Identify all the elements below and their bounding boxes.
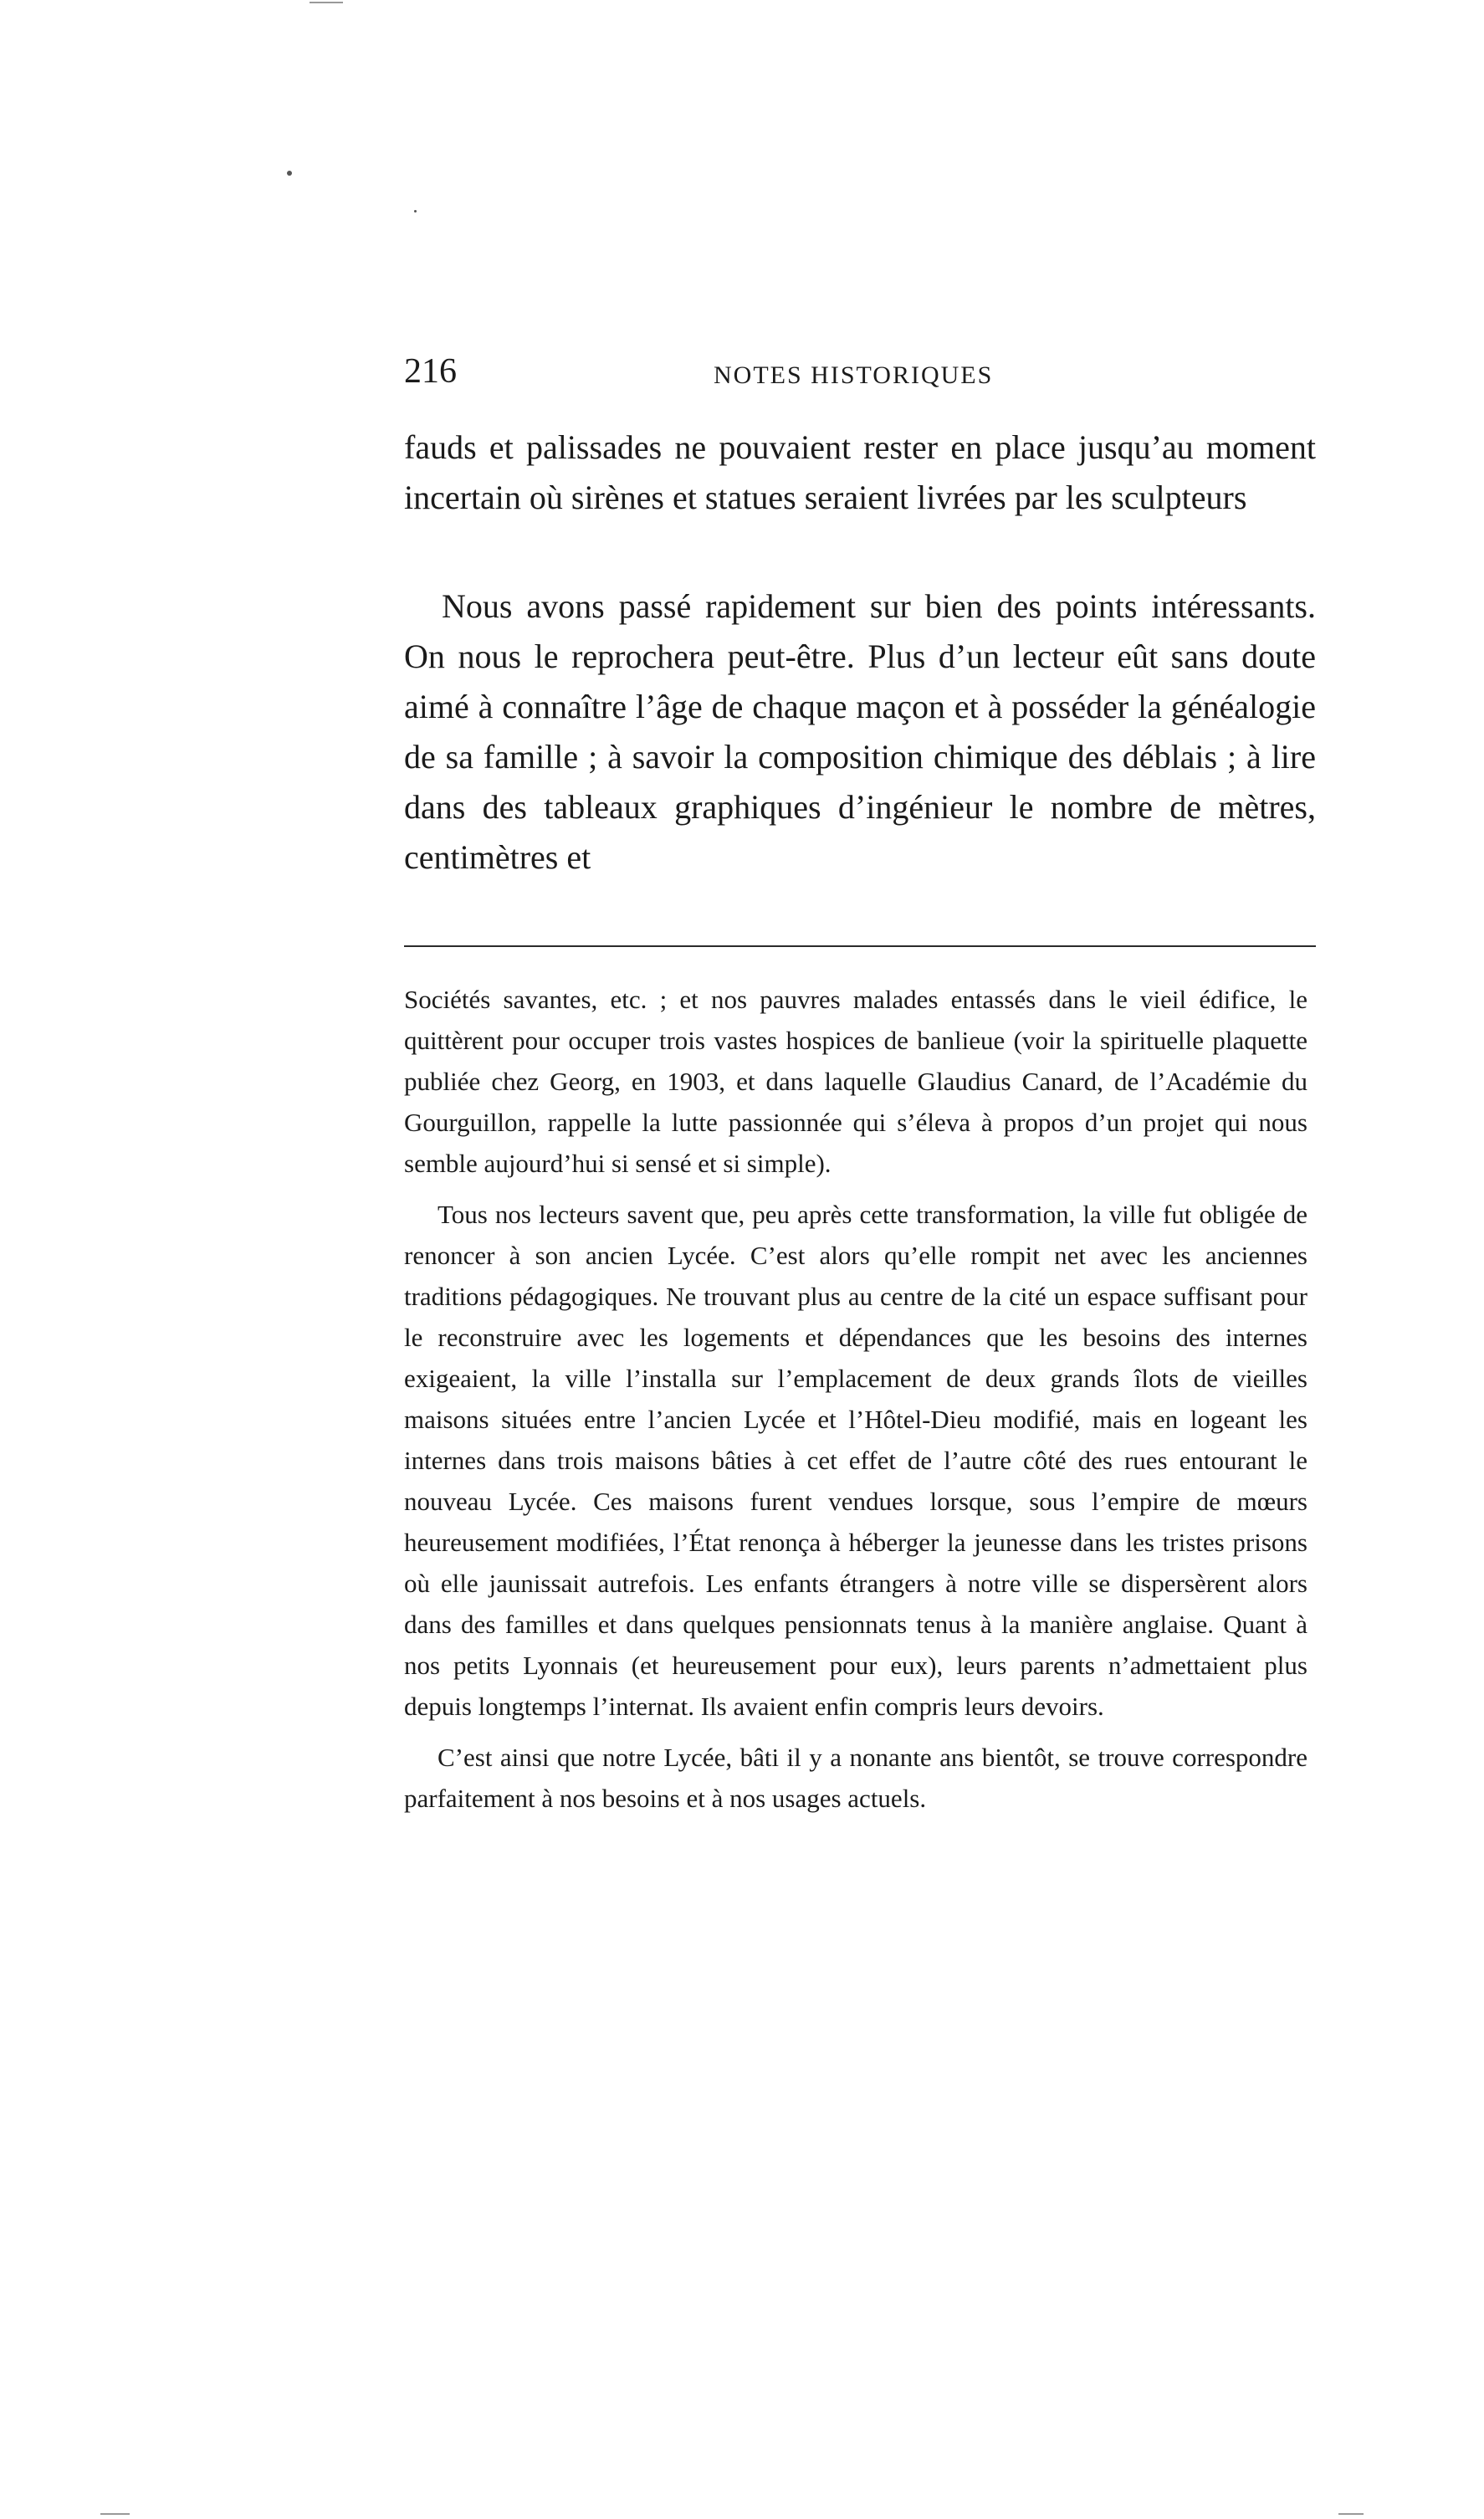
page-header [404,351,1324,402]
footnotes [404,979,1307,1829]
page-number: 216 [404,352,457,391]
footnote-paragraph: C’est ainsi que notre Lycée, bâti il y a nonante ans bientôt, se trouve correspondre parfaitement à nos besoins et à nos usages actuels. [404,1743,1307,1813]
main-paragraph: Nous avons passé rapidement sur bien des points intéressants. On nous le reprochera peut-être. Plus d’un lecteur eût sans doute aimé à connaître l’âge de chaque maçon et à posséder la généalogie de sa famille ; à savoir la composition chimique des déblais ; à lire dans des tableaux graphiques d’ingénieur le nombre de mètres, centimètres et [404,587,1316,876]
scan-edge-mark [100,2513,130,2515]
footnote-paragraph: Sociétés savantes, etc. ; et nos pauvres malades entassés dans le vieil édifice, le quittèrent pour occuper trois vastes hospices de banlieue (voir la spirituelle plaquette publiée chez Georg, en 1903, et dans laquelle Glaudius Canard, de l’Académie du Gourguillon, rappelle la lutte passionnée qui s’éleva à propos d’un projet qui nous semble aujourd’hui si sensé et si simple). [404,985,1307,1178]
scan-edge-mark [1338,2513,1364,2515]
main-text [404,422,1316,883]
scan-speck [414,210,417,212]
running-title: NOTES HISTORIQUES [714,361,994,389]
footnote-paragraph: Tous nos lecteurs savent que, peu après cette transformation, la ville fut obligée de renoncer à son ancien Lycée. C’est alors qu’elle rompit net avec les anciennes traditions pédagogiques. Ne trouvant plus au centre de la cité un espace suffisant pour le reconstruire avec les logements et dépendances que les besoins des internes exigeaient, la ville l’installa sur l’emplacement de deux grands îlots de vieilles maisons situées entre l’ancien Lycée et l’Hôtel-Dieu modifié, mais en logeant les internes dans trois maisons bâties à cet effet de l’autre côté des rues entourant le nouveau Lycée. Ces maisons furent vendues lorsque, sous l’empire de mœurs heureusement modifiées, l’État renonça à héberger la jeunesse dans les tristes prisons où elle jaunissait autrefois. Les enfants étrangers à notre ville se dispersèrent alors dans des familles et dans quelques pensionnats tenus à la manière anglaise. Quant à nos petits Lyonnais (et heureusement pour eux), leurs parents n’admettaient plus depuis longtemps l’internat. Ils avaient enfin compris leurs devoirs. [404,1200,1307,1721]
footnote-divider [404,945,1316,947]
scan-speck [287,171,292,176]
main-paragraph: fauds et palissades ne pouvaient rester en place jusqu’au moment incertain où sirènes et statues seraient livrées par les sculpteurs [404,428,1316,516]
scan-edge-mark [310,2,343,3]
